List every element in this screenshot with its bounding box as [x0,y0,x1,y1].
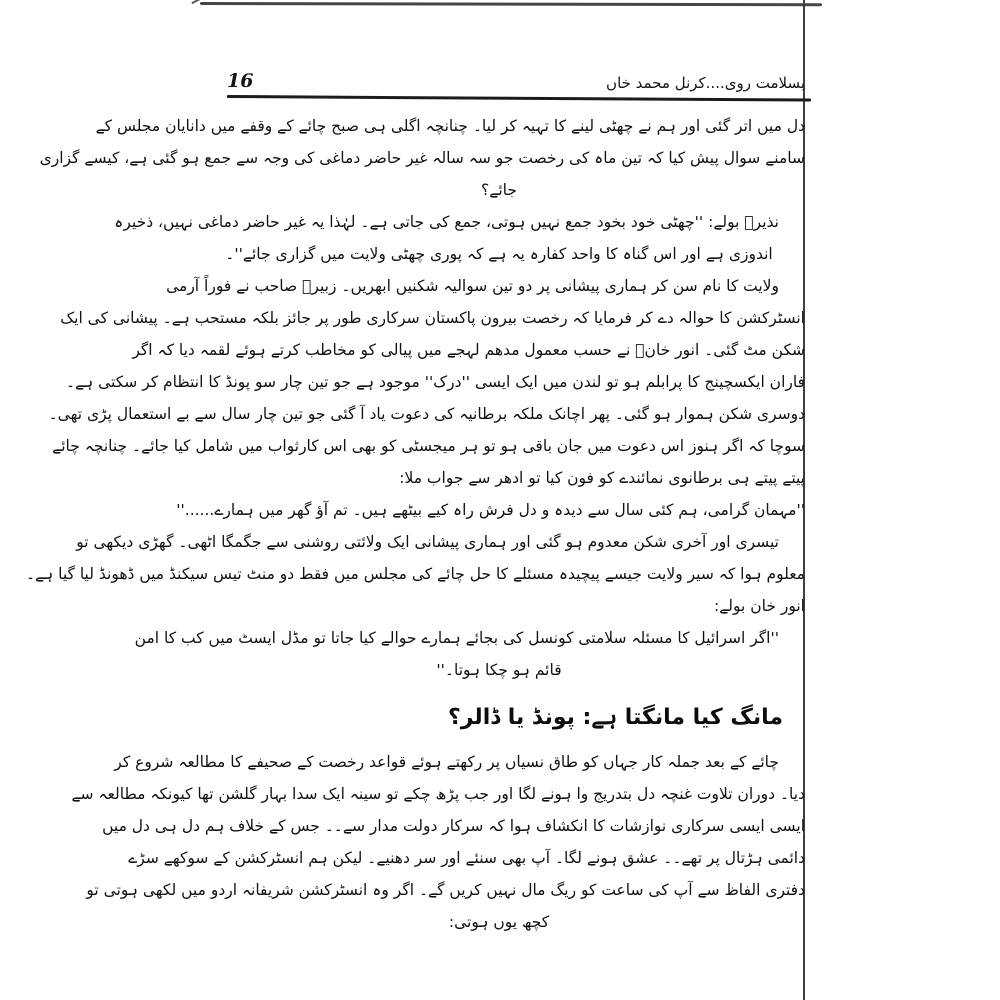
page-edge-top-line [200,2,822,6]
page-number: 16 [227,70,254,92]
body-line: چائے کے بعد جملہ کار جہاں کو طاق نسیاں پر رکھتے ہوئے قواعد رخصت کے صحیفے کا مطالعہ شروع کر [114,753,779,771]
body-line: دوسری شکن ہموار ہو گئی۔ پھر اچانک ملکہ برطانیہ کی دعوت یاد آ گئی جو تین چار سال سے بے استعمال پڑی تھی۔ [48,405,805,423]
body-line: تیسری اور آخری شکن معدوم ہو گئی اور ہماری پیشانی ایک ولائتی روشنی سے جگمگا اٹھی۔ گھڑی دیکھی تو [76,533,779,551]
body-line: نذیرؔ بولے: ''چھٹی خود بخود جمع نہیں ہوتی، جمع کی جاتی ہے۔ لہٰذا یہ غیر حاضر دماغی نہیں، ذخیرہ [114,213,779,231]
body-line: انور خان بولے: [713,597,805,615]
body-line: فاران ایکسچینج کا پرابلم ہو تو لندن میں ایک ایسی ''درک'' موجود ہے جو تین چار سو پونڈ کا انتظام کر سکتی ہے۔ [65,373,805,391]
body-line: اندوزی ہے اور اس گناہ کا واحد کفارہ یہ ہے کہ پوری چھٹی ولایت میں گزاری جائے''۔ [225,245,773,263]
running-header [193,58,805,92]
body-line: دیا۔ دوران تلاوت غنچہ دل بتدریج وا ہونے لگا اور جب پڑھ چکے تو سینہ ایک سدا بہار گلشن تھا کیونکہ مطالعہ سے [71,785,805,803]
body-line: دل میں اتر گئی اور ہم نے چھٹی لینے کا تہیہ کر لیا۔ چنانچہ اگلی ہی صبح چائے کے وقفے میں دانایان مجلس کے [95,117,805,135]
body-line: ''مہمان گرامی، ہم کئی سال سے دیدہ و دل فرش راہ کیے بیٹھے ہیں۔ تم آؤ گھر میں ہمارے......'' [176,501,805,519]
body-line: سوچا کہ اگر ہنوز اس دعوت میں جان باقی ہو تو ہر میجسٹی کو بھی اس کارثواب میں شامل کیا جائے۔ چنانچہ چائے [52,437,805,455]
body-line: ایسی ایسی سرکاری نوازشات کا انکشاف ہوا کہ سرکار دولت مدار سے۔۔ جس کے خلاف ہم دل ہی دل میں [102,817,805,835]
page-content [25,58,805,938]
header-rule [227,95,811,102]
body-line: ''اگر اسرائیل کا مسئلہ سلامتی کونسل کی بجائے ہمارے حوالے کیا جاتا تو مڈل ایسٹ میں کب کا امن [134,629,779,647]
body-line: ولایت کا نام سن کر ہماری پیشانی پر دو تین سوالیہ شکنیں ابھریں۔ زبیرؔ صاحب نے فوراً آرمی [166,277,779,295]
body-line: پیتے پیتے ہی برطانوی نمائندے کو فون کیا تو ادھر سے جواب ملا: [399,469,805,487]
body-line: شکن مٹ گئی۔ انور خانؔ نے حسب معمول مدھم لہجے میں پیالی کو مخاطب کرتے ہوئے لقمہ دیا کہ اگر [132,341,805,359]
body-line: دائمی ہڑتال پر تھے۔۔ عشق ہونے لگا۔ آپ بھی سنئے اور سر دھنیے۔ لیکن ہم انسٹرکشن کے سوکھے سڑے [128,849,805,867]
body-line: انسٹرکشن کا حوالہ دے کر فرمایا کہ رخصت بیرون پاکستان سرکاری طور پر جائز بلکہ مستحب ہے۔ پیشانی کی ایک [60,309,805,327]
body-line: جائے؟ [481,181,517,199]
body-line: کچھ یوں ہوتی: [448,913,550,931]
body-line: قائم ہو چکا ہوتا۔'' [436,661,562,679]
body-line: معلوم ہوا کہ سیر ولایت جیسے پیچیدہ مسئلے کا حل چائے کی مجلس میں فقط دو منٹ تیس سیکنڈ میں ڈھونڈ لیا گیا ہے۔ [25,565,805,583]
book-title: بسلامت روی....کرنل محمد خاں [606,74,805,92]
section-heading: مانگ کیا مانگتا ہے: پونڈ یا ڈالر؟ [447,705,783,730]
body-line: دفتری الفاظ سے آپ کی ساعت کو ریگ مال نہیں کریں گے۔ اگر وہ انسٹرکشن شریفانہ اردو میں لکھی ہوتی تو [86,881,805,899]
body-text [25,110,805,938]
body-line: سامنے سوال پیش کیا کہ تین ماہ کی رخصت جو سہ سالہ غیر حاضر دماغی کی وجہ سے جمع ہو گئی ہے، کیسے گزاری [39,149,805,167]
